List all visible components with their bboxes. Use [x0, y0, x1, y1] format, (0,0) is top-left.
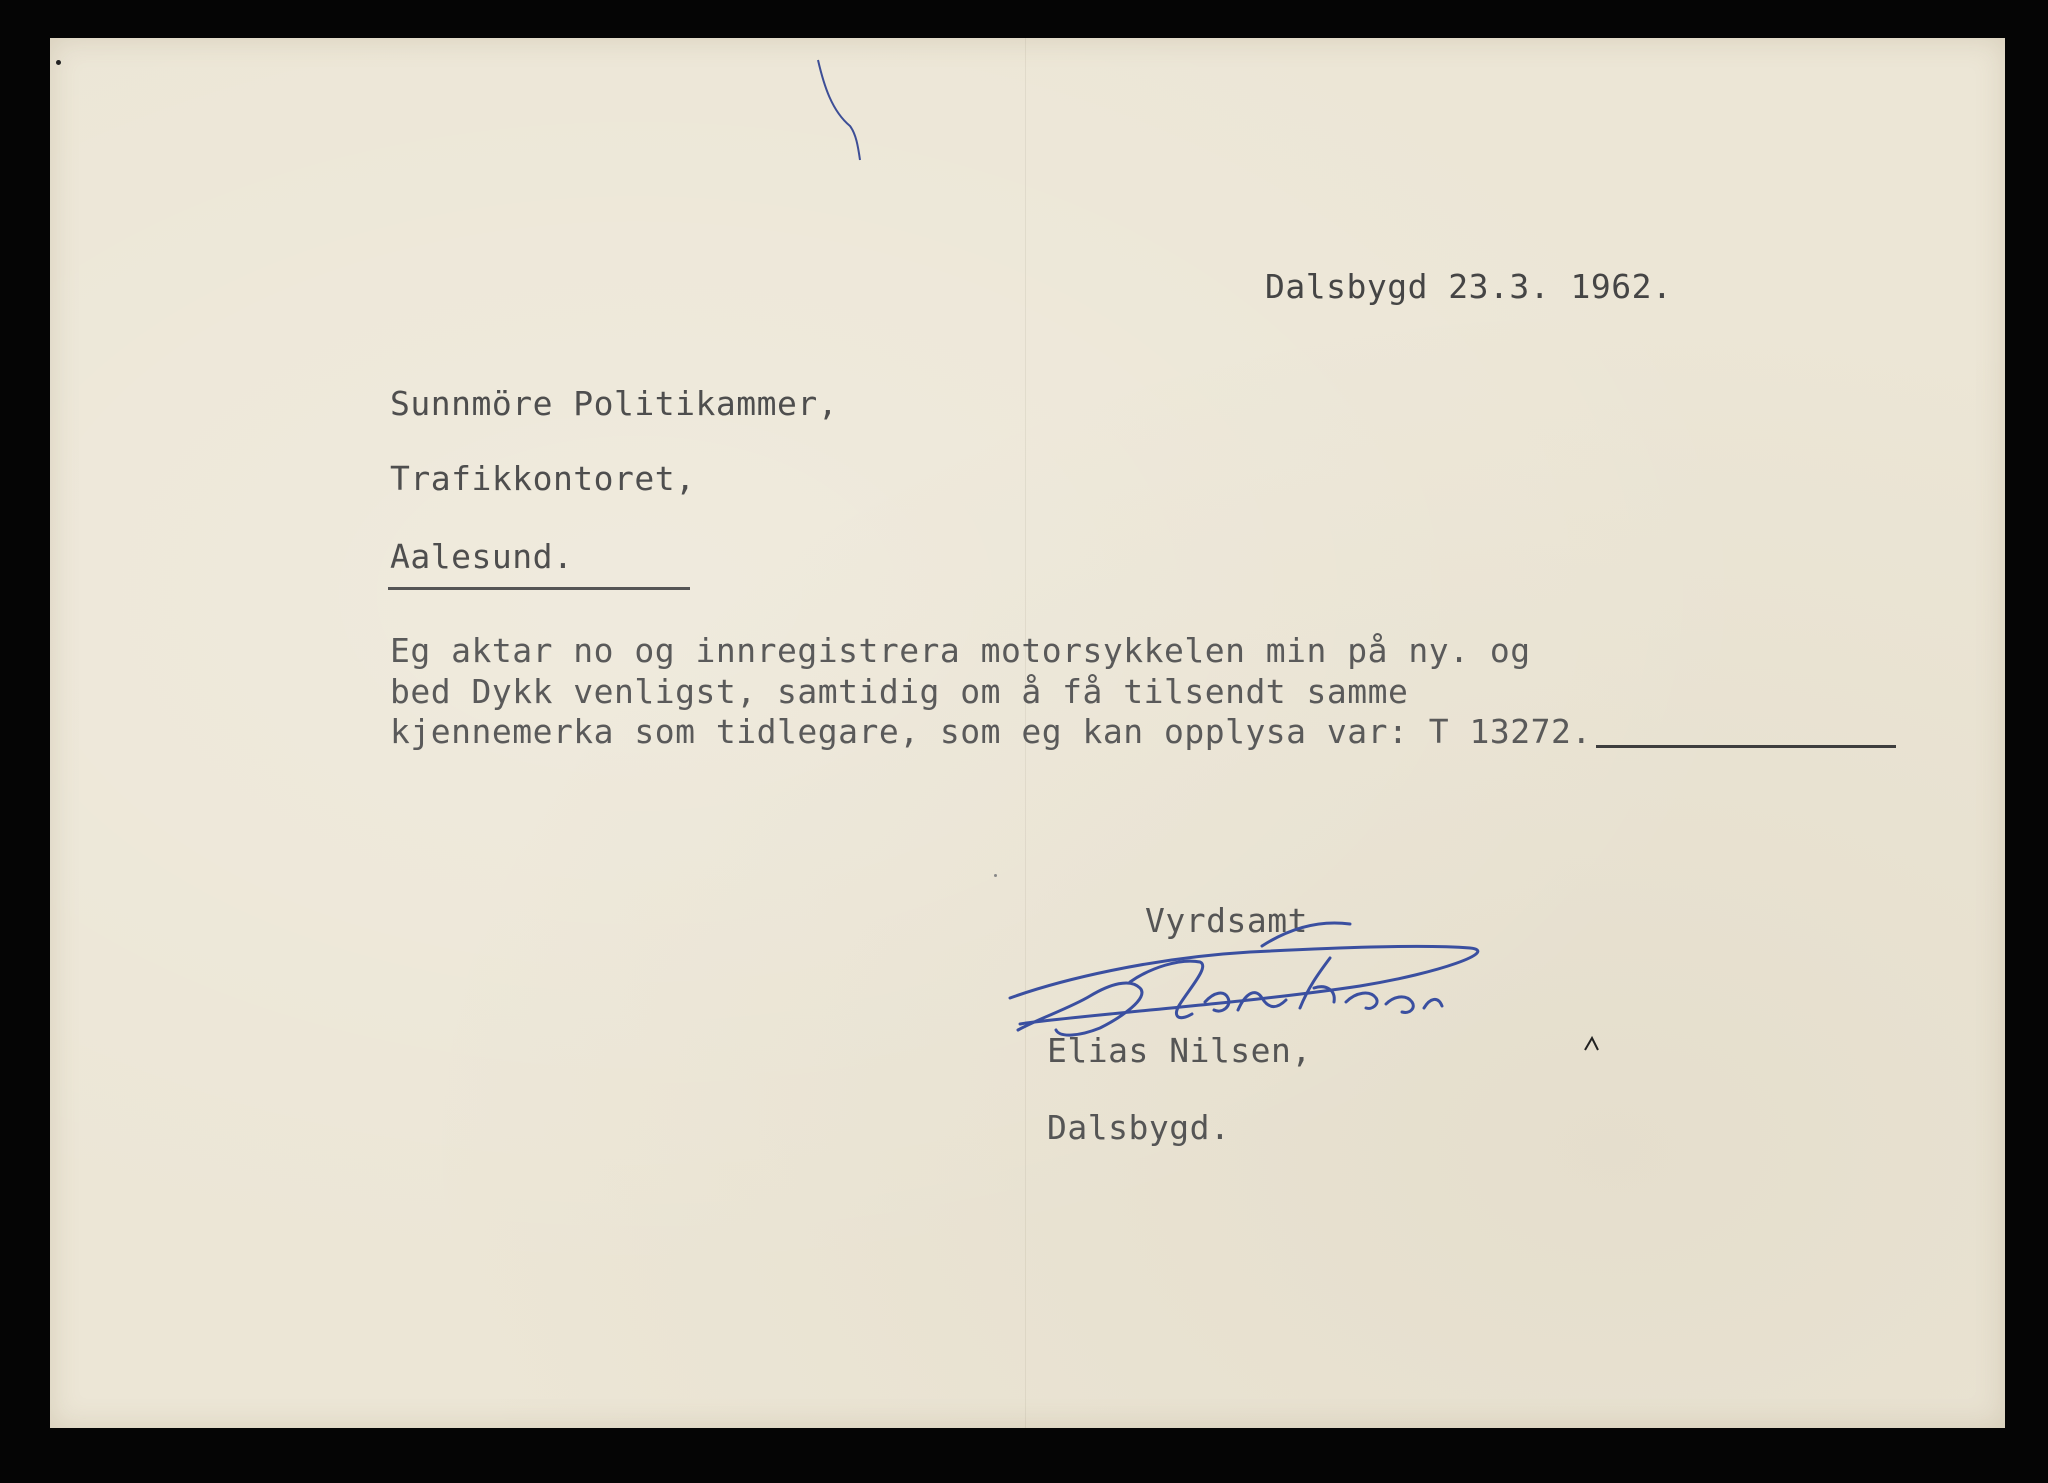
registration-underline [1596, 745, 1896, 748]
body-line-1: Eg aktar no og innregistrera motorsykkelen min på ny. og [390, 631, 1531, 670]
sender-place: Dalsbygd. [1047, 1108, 1231, 1147]
recipient-underline [388, 587, 690, 590]
sender-name: Elias Nilsen, [1047, 1031, 1312, 1070]
recipient-line-3: Aalesund. [390, 537, 574, 576]
closing-salutation: Vyrdsamt [1145, 901, 1308, 940]
pen-stroke-mark [810, 56, 870, 166]
letter-paper [50, 38, 2005, 1428]
body-line-3: kjennemerka som tidlegare, som eg kan opplysa var: T 13272. [390, 712, 1592, 751]
paper-speck [994, 874, 997, 877]
body-line-2: bed Dykk venligst, samtidig om å få tilsendt samme [390, 672, 1409, 711]
recipient-line-1: Sunnmöre Politikammer, [390, 384, 839, 423]
paper-speck [56, 60, 61, 65]
date-line: Dalsbygd 23.3. 1962. [1265, 267, 1673, 306]
recipient-line-2: Trafikkontoret, [390, 459, 696, 498]
